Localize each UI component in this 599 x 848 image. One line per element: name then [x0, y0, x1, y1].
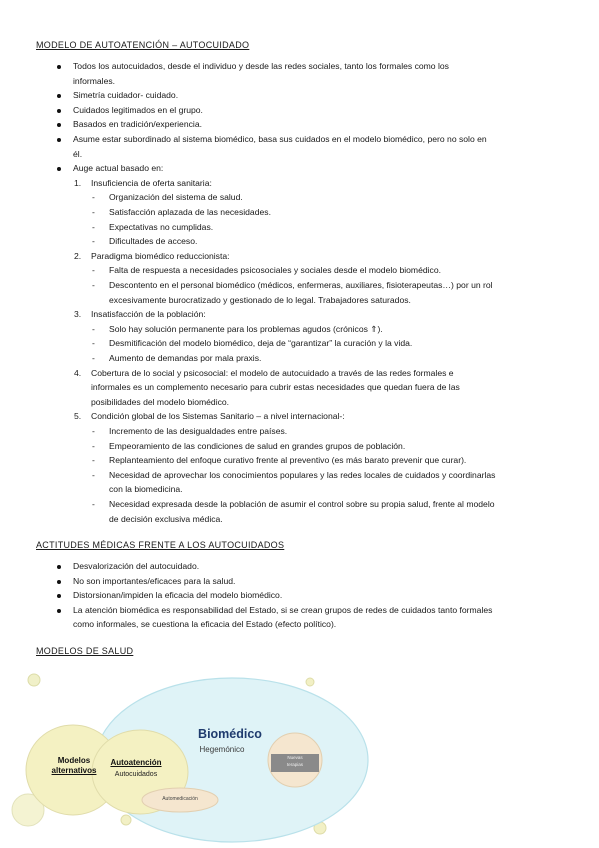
small-bubble-4: [306, 678, 314, 686]
numbered-marker: 4.: [74, 367, 82, 378]
bullet-icon: [57, 109, 61, 113]
terapias-label: terapias: [286, 762, 303, 767]
sub-item-text: Descontento en el personal biomédico (médicos, enfermeras, auxiliares, fisioterapeutas…) por un rol: [109, 280, 493, 290]
dash-marker: -: [92, 236, 95, 247]
bullet-text: La atención biomédica es responsabilidad del Estado, si se crean grupos de redes de cuidados tanto formales: [73, 604, 493, 615]
bullet-text: Basados en tradición/experiencia.: [73, 119, 202, 130]
numbered-title: Paradigma biomédico reduccionista:: [91, 250, 230, 261]
bullet-icon: [57, 94, 61, 98]
numbered-title: Condición global de los Sistemas Sanitario – a nivel internacional-:: [91, 411, 345, 422]
bullet-icon: [57, 167, 61, 171]
bullet-icon: [57, 580, 61, 584]
numbered-title: informales es un complemento necesario para cubrir estas necesidades que quedan fuera de las: [91, 382, 460, 393]
sub-item-text: Aumento de demandas por mala praxis.: [109, 353, 262, 363]
sub-item-text: Empeoramiento de las condiciones de salud en grandes grupos de población.: [109, 440, 406, 451]
dash-marker: -: [92, 323, 95, 334]
bullet-text: No son importantes/eficaces para la salud.: [73, 575, 236, 586]
bullet-text: Desvalorización del autocuidado.: [73, 561, 200, 571]
sub-item-text: excesivamente burocratizado y gestionado de lo legal. Trabajadores saturados.: [109, 294, 411, 305]
diagram-svg: [0, 660, 599, 848]
autoatencion-label: Autoatención: [110, 758, 162, 767]
sub-item-text: Dificultades de acceso.: [109, 236, 198, 247]
dash-marker: -: [92, 440, 95, 451]
small-bubble-3: [121, 815, 131, 825]
dash-marker: -: [92, 265, 95, 276]
nuevas-label: Nuevas: [287, 755, 303, 760]
sub-item-text: de decisión exclusiva médica.: [109, 513, 223, 524]
sub-item-text: Necesidad expresada desde la población de asumir el control sobre su propia salud, frente al modelo: [109, 499, 495, 509]
bullet-text: Todos los autocuidados, desde el individuo y desde las redes sociales, tanto los formales como los: [73, 61, 449, 71]
sub-item-text: Incremento de las desigualdades entre países.: [109, 426, 288, 436]
hegemonico-label: Hegemónico: [199, 745, 245, 754]
section-heading-actitudes: ACTITUDES MÉDICAS FRENTE A LOS AUTOCUIDADOS: [36, 540, 285, 550]
modelos-label: Modelos: [57, 756, 91, 765]
bullet-icon: [57, 65, 61, 69]
bullet-icon: [57, 138, 61, 142]
numbered-title: Insuficiencia de oferta sanitaria:: [91, 177, 212, 188]
numbered-marker: 5.: [74, 411, 82, 422]
bullet-text: él.: [73, 148, 83, 159]
bullet-icon: [57, 609, 61, 613]
dash-marker: -: [92, 280, 95, 290]
section-heading-modelos: MODELOS DE SALUD: [36, 646, 134, 656]
dash-marker: -: [92, 426, 95, 436]
dash-marker: -: [92, 192, 95, 203]
biomedico-label: Biomédico: [198, 727, 262, 741]
sub-item-text: Replanteamiento del enfoque curativo frente al preventivo (es más barato prevenir que curar).: [109, 455, 467, 466]
health-models-diagram: [0, 660, 599, 848]
bullet-text: Distorsionan/impiden la eficacia del modelo biomédico.: [73, 590, 283, 601]
numbered-title: Insatisfacción de la población:: [91, 309, 206, 320]
numbered-title: posibilidades del modelo biomédico.: [91, 396, 230, 407]
bullet-text: Asume estar subordinado al sistema biomédico, basa sus cuidados en el modelo biomédico, pero no solo en: [73, 134, 487, 144]
dash-marker: -: [92, 499, 95, 509]
dash-marker: -: [92, 221, 95, 232]
sub-item-text: Organización del sistema de salud.: [109, 192, 243, 203]
bullet-text: Simetría cuidador- cuidado.: [73, 90, 179, 101]
autocuidados-label: Autocuidados: [114, 771, 158, 778]
dash-marker: -: [92, 455, 95, 466]
alternativos-label: alternativos: [51, 766, 97, 775]
sub-item-text: Satisfacción aplazada de las necesidades.: [109, 207, 271, 217]
small-bubble-1: [28, 674, 40, 686]
bullet-text: como informales, se cuestiona la eficacia del Estado (efecto político).: [73, 619, 337, 630]
numbered-marker: 2.: [74, 250, 82, 261]
dash-marker: -: [92, 469, 95, 480]
automedicacion-label: Automedicación: [162, 796, 198, 802]
numbered-title: Cobertura de lo social y psicosocial: el modelo de autocuidado a través de las redes formales e: [91, 367, 454, 378]
bullet-text: Auge actual basado en:: [73, 163, 164, 174]
numbered-marker: 3.: [74, 309, 82, 320]
sub-item-text: Solo hay solución permanente para los problemas agudos (crónicos ⇑).: [109, 323, 383, 334]
dash-marker: -: [92, 353, 95, 363]
section-heading-autoatencion: MODELO DE AUTOATENCIÓN – AUTOCUIDADO: [36, 40, 250, 50]
bullet-icon: [57, 565, 61, 569]
sub-item-text: Desmitificación del modelo biomédico, deja de “garantizar” la curación y la vida.: [109, 338, 413, 349]
sub-item-text: Falta de respuesta a necesidades psicosociales y sociales desde el modelo biomédico.: [109, 265, 442, 276]
bullet-text: informales.: [73, 75, 116, 86]
bullet-icon: [57, 123, 61, 127]
dash-marker: -: [92, 338, 95, 349]
numbered-marker: 1.: [74, 177, 82, 188]
sub-item-text: con la biomedicina.: [109, 484, 183, 495]
sub-item-text: Expectativas no cumplidas.: [109, 221, 214, 232]
sub-item-text: Necesidad de aprovechar los conocimientos populares y las redes locales de cuidados y coordinarlas: [109, 469, 496, 480]
bullet-text: Cuidados legitimados en el grupo.: [73, 104, 203, 115]
dash-marker: -: [92, 207, 95, 217]
bullet-icon: [57, 594, 61, 598]
